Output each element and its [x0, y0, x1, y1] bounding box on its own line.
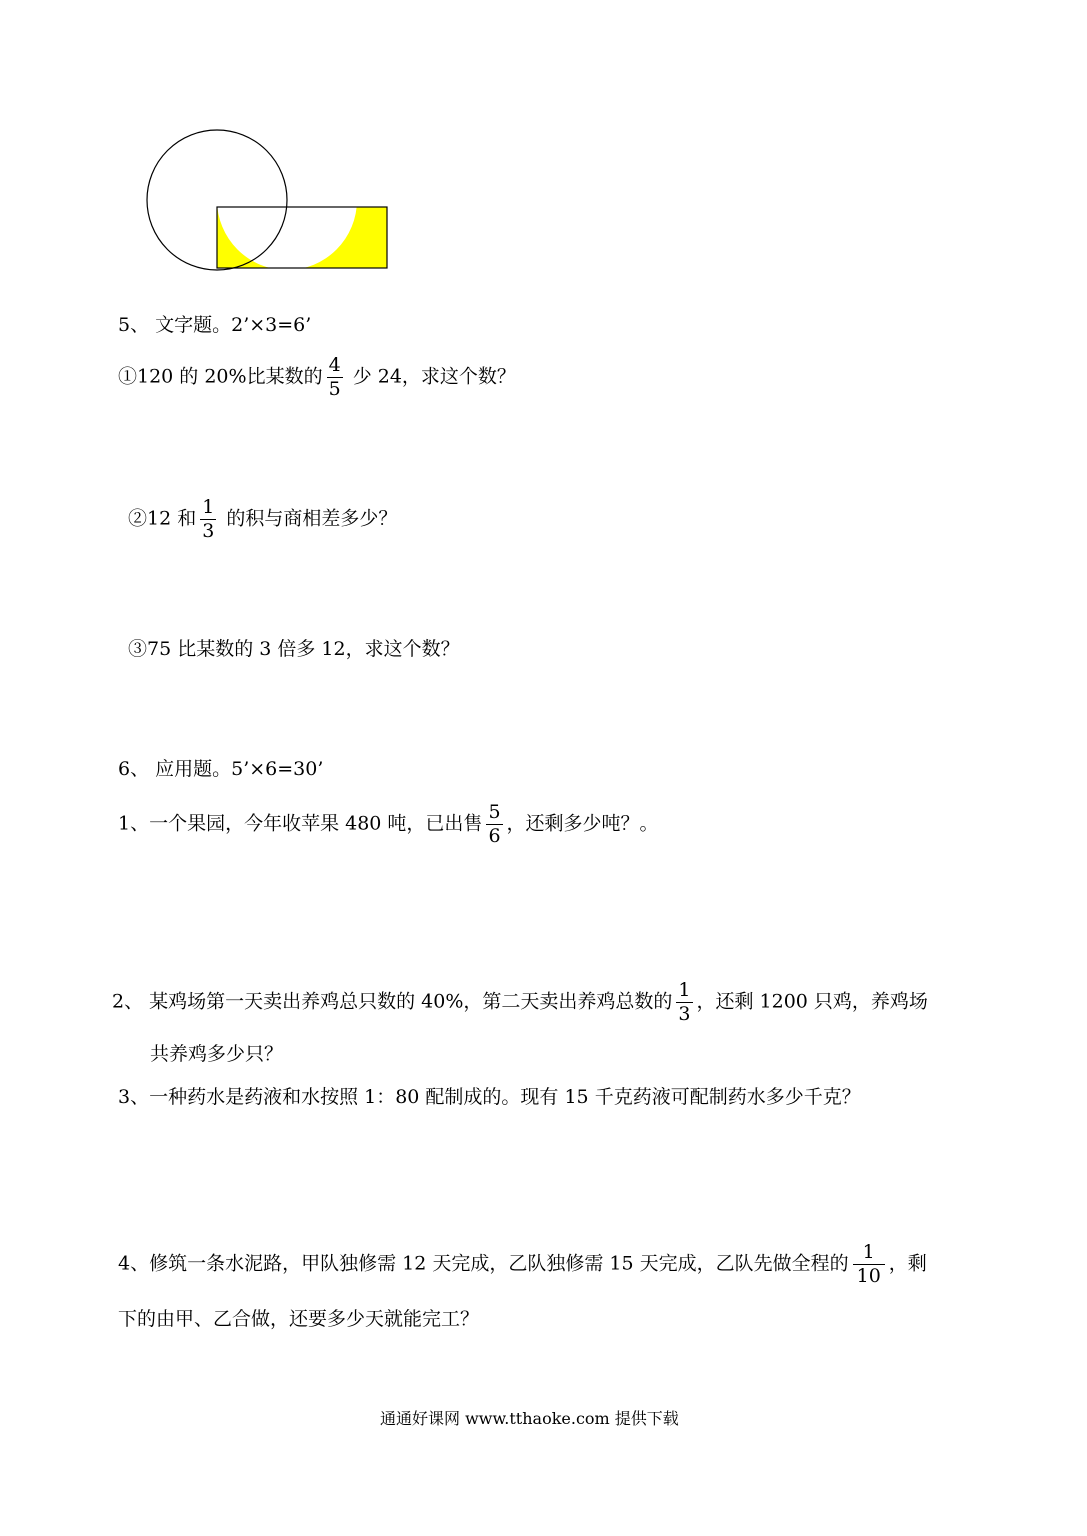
fraction: $\frac{1}{3}$	[678, 979, 691, 1025]
fraction: $\frac{1}{3}$	[202, 496, 215, 542]
section6-problem-4-line2: 下的由甲、乙合做，还要多少天就能完工？	[118, 1308, 480, 1330]
fraction: $\frac{5}{6}$	[488, 801, 501, 847]
section6-problem-4: 4、修筑一条水泥路，甲队独修需 12 天完成，乙队独修需 15 天完成，乙队先做全程的 $\frac{1}{10}$ ，剩	[118, 1241, 927, 1287]
section5-question-1: ①120 的 20%比某数的 $\frac{4}{5}$ 少 24，求这个数？	[118, 354, 516, 400]
section5-heading: 5、 文字题。2’×3=6’	[118, 314, 312, 336]
fraction: $\frac{1}{10}$	[853, 1243, 885, 1286]
geometry-diagram	[140, 125, 400, 280]
section6-heading: 6、 应用题。5’×6=30’	[118, 758, 324, 780]
page-footer: 通通好课网 www.tthaoke.com 提供下载	[380, 1409, 679, 1428]
section5-question-3: ③75 比某数的 3 倍多 12，求这个数？	[128, 638, 460, 660]
section6-problem-2-line2: 共养鸡多少只？	[150, 1043, 284, 1065]
section6-problem-3: 3、一种药水是药液和水按照 1：80 配制成的。现有 15 千克药液可配制药水多少千克？	[118, 1086, 861, 1108]
fraction: $\frac{4}{5}$	[328, 354, 341, 400]
section6-problem-2: 2、 某鸡场第一天卖出养鸡总只数的 40%，第二天卖出养鸡总数的 $\frac{1}{3}$ ，还剩 1200 只鸡，养鸡场	[112, 979, 928, 1025]
section6-problem-1: 1、一个果园，今年收苹果 480 吨，已出售 $\frac{5}{6}$ ，还剩多少吨？。	[118, 801, 659, 847]
shaded-region	[217, 207, 387, 268]
section5-question-2: ②12 和 $\frac{1}{3}$ 的积与商相差多少？	[128, 496, 398, 542]
